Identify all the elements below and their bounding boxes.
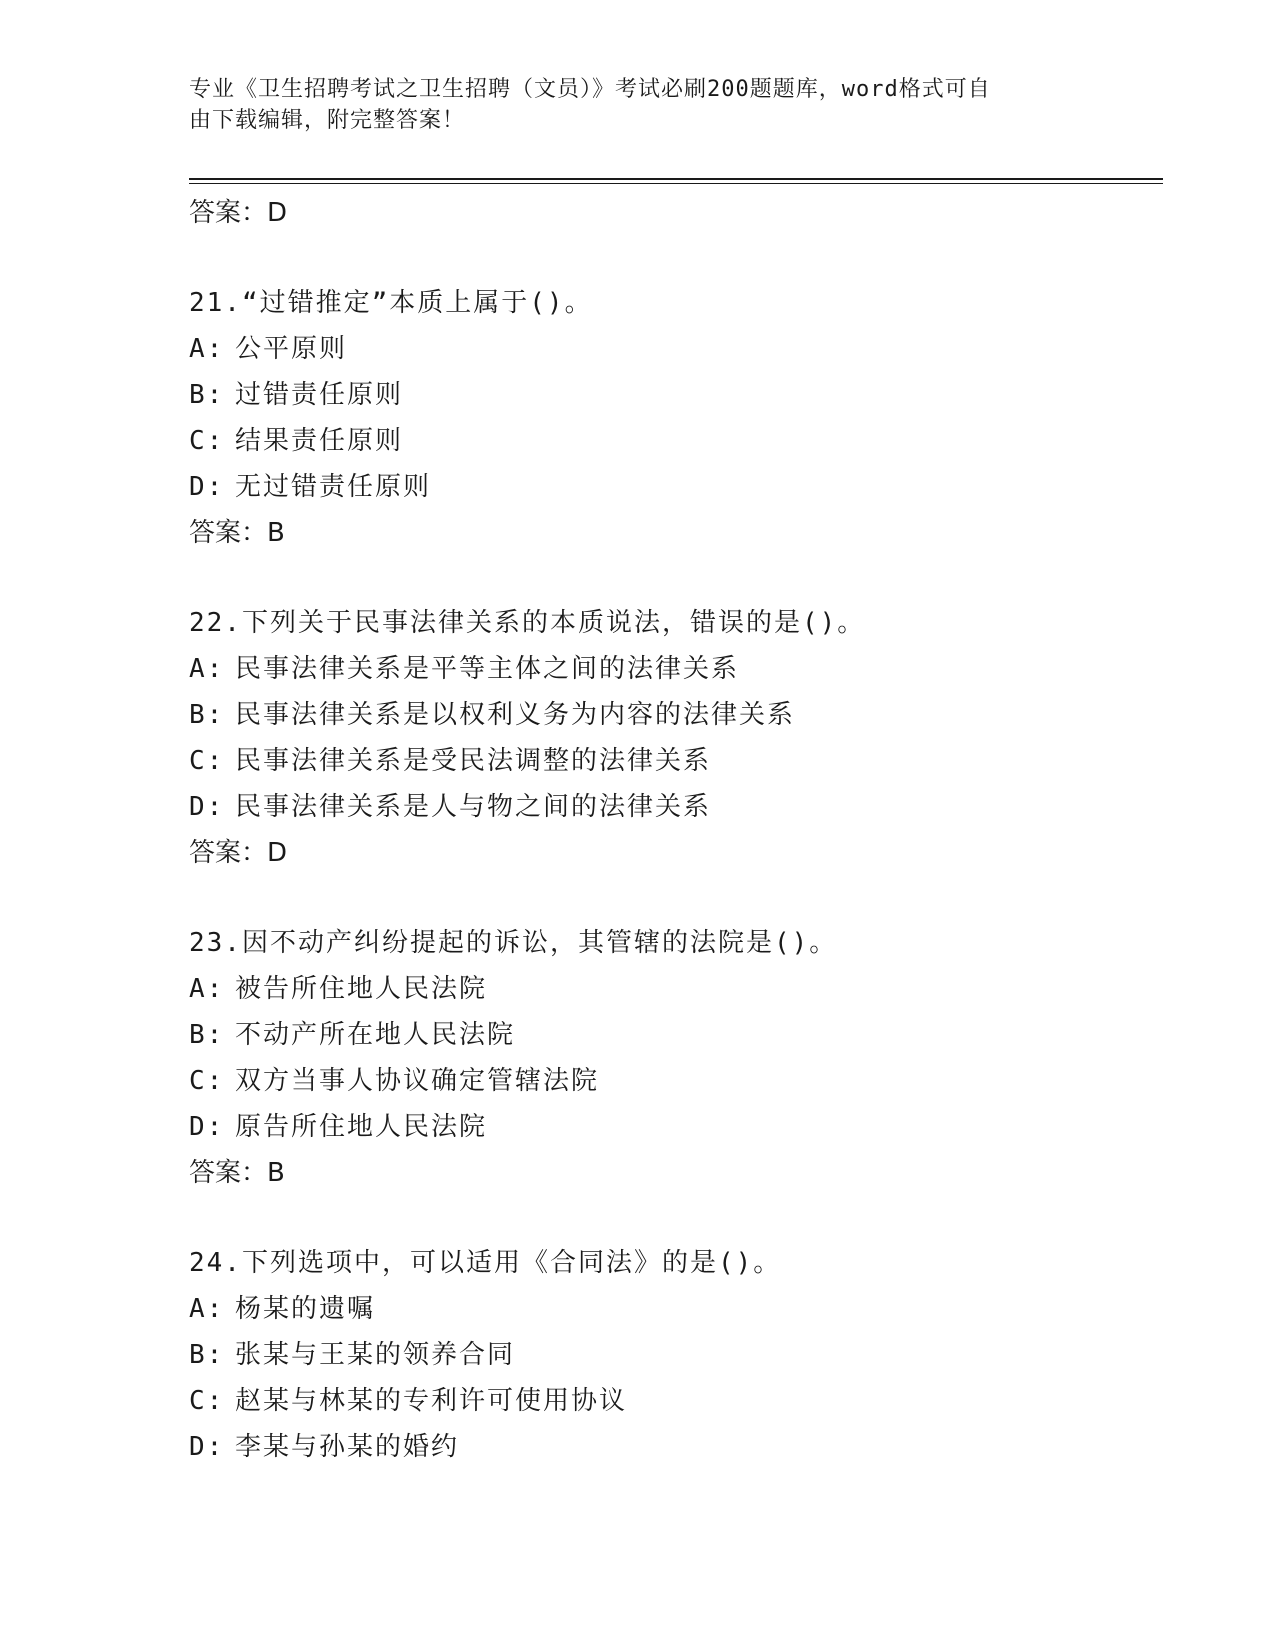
option-text: 民事法律关系是受民法调整的法律关系 bbox=[235, 746, 712, 776]
option-letter: B: bbox=[189, 1340, 225, 1370]
option-letter: C: bbox=[189, 426, 225, 456]
answer-21: 答案：B bbox=[189, 518, 285, 548]
question-stem: 21.“过错推定”本质上属于()。 bbox=[189, 288, 593, 318]
question-24 bbox=[189, 1240, 1163, 1470]
option-letter: C: bbox=[189, 1066, 225, 1096]
option-letter: D: bbox=[189, 1432, 225, 1462]
option-c bbox=[189, 418, 1163, 464]
option-text: 民事法律关系是以权利义务为内容的法律关系 bbox=[235, 700, 796, 730]
option-text: 公平原则 bbox=[235, 334, 348, 364]
option-letter: A: bbox=[189, 1294, 225, 1324]
question-21 bbox=[189, 280, 1163, 556]
option-letter: B: bbox=[189, 1020, 225, 1050]
answer-22: 答案：D bbox=[189, 838, 288, 868]
page-header bbox=[189, 74, 1069, 136]
option-text: 结果责任原则 bbox=[235, 426, 404, 456]
question-stem: 23.因不动产纠纷提起的诉讼，其管辖的法院是()。 bbox=[189, 928, 838, 958]
option-text: 张某与王某的领养合同 bbox=[235, 1340, 516, 1370]
option-text: 杨某的遗嘱 bbox=[235, 1294, 376, 1324]
header-line-2: 由下载编辑，附完整答案！ bbox=[189, 108, 466, 133]
option-text: 民事法律关系是平等主体之间的法律关系 bbox=[235, 654, 740, 684]
option-c bbox=[189, 738, 1163, 784]
option-text: 民事法律关系是人与物之间的法律关系 bbox=[235, 792, 712, 822]
option-text: 双方当事人协议确定管辖法院 bbox=[235, 1066, 600, 1096]
option-text: 不动产所在地人民法院 bbox=[235, 1020, 516, 1050]
option-letter: D: bbox=[189, 792, 225, 822]
option-letter: D: bbox=[189, 472, 225, 502]
option-d bbox=[189, 784, 1163, 830]
option-a bbox=[189, 966, 1163, 1012]
option-b bbox=[189, 1332, 1163, 1378]
answer-previous: 答案：D bbox=[189, 198, 288, 228]
option-letter: A: bbox=[189, 334, 225, 364]
option-b bbox=[189, 1012, 1163, 1058]
header-divider-thick bbox=[189, 178, 1163, 180]
option-letter: D: bbox=[189, 1112, 225, 1142]
option-c bbox=[189, 1378, 1163, 1424]
answer-23: 答案：B bbox=[189, 1158, 285, 1188]
option-d bbox=[189, 1424, 1163, 1470]
option-c bbox=[189, 1058, 1163, 1104]
option-a bbox=[189, 1286, 1163, 1332]
option-b bbox=[189, 372, 1163, 418]
option-letter: C: bbox=[189, 746, 225, 776]
question-23 bbox=[189, 920, 1163, 1196]
option-b bbox=[189, 692, 1163, 738]
option-text: 过错责任原则 bbox=[235, 380, 404, 410]
header-divider-thin bbox=[189, 183, 1163, 184]
option-text: 无过错责任原则 bbox=[235, 472, 432, 502]
option-text: 李某与孙某的婚约 bbox=[235, 1432, 460, 1462]
question-22 bbox=[189, 600, 1163, 876]
option-d bbox=[189, 1104, 1163, 1150]
question-stem: 24.下列选项中，可以适用《合同法》的是()。 bbox=[189, 1248, 782, 1278]
option-text: 赵某与林某的专利许可使用协议 bbox=[235, 1386, 628, 1416]
option-a bbox=[189, 646, 1163, 692]
option-text: 原告所住地人民法院 bbox=[235, 1112, 488, 1142]
option-letter: A: bbox=[189, 974, 225, 1004]
option-text: 被告所住地人民法院 bbox=[235, 974, 488, 1004]
option-a bbox=[189, 326, 1163, 372]
option-letter: B: bbox=[189, 380, 225, 410]
header-line-1: 专业《卫生招聘考试之卫生招聘（文员）》考试必刷200题题库，word格式可自 bbox=[189, 77, 991, 102]
option-d bbox=[189, 464, 1163, 510]
question-stem: 22.下列关于民事法律关系的本质说法，错误的是()。 bbox=[189, 608, 866, 638]
option-letter: C: bbox=[189, 1386, 225, 1416]
option-letter: B: bbox=[189, 700, 225, 730]
option-letter: A: bbox=[189, 654, 225, 684]
question-list bbox=[189, 190, 1163, 1470]
